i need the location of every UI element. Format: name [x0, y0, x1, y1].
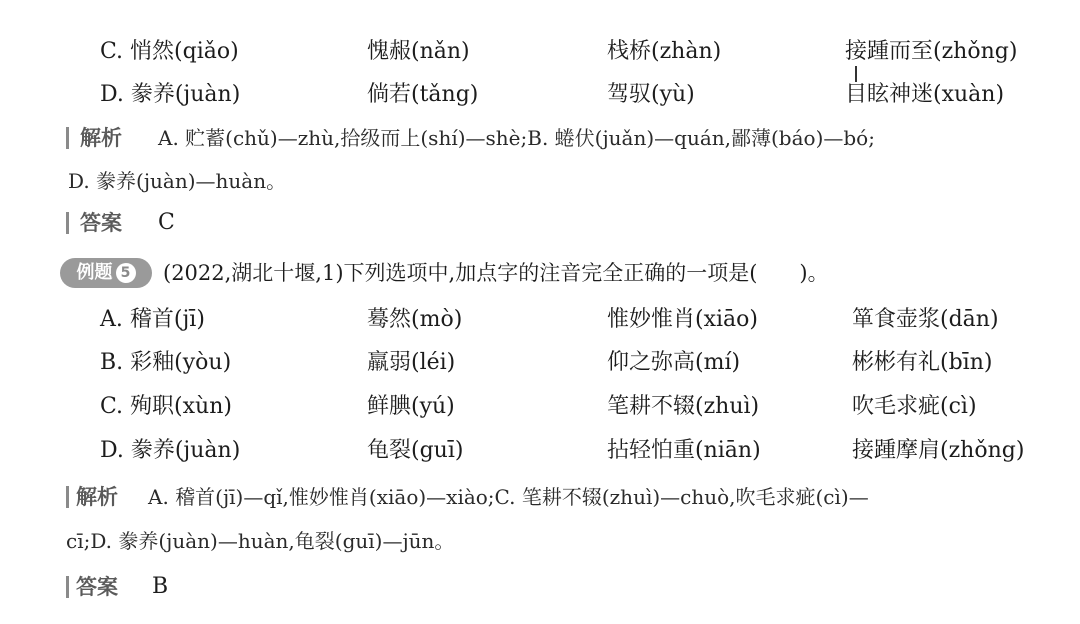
- analysis2-line-2: cī;D. 豢养(juàn)—huàn,龟裂(guī)—jūn。: [66, 529, 455, 553]
- option-row-prev-c: [0, 34, 1080, 70]
- answer-label-2: 答案: [76, 575, 118, 599]
- example-question: (2022,湖北十堰,1)下列选项中,加点字的注音完全正确的一项是( )。: [163, 261, 829, 285]
- example-badge-number: 5: [116, 263, 136, 283]
- option-prev-d-1: D. 豢养(juàn): [100, 82, 241, 107]
- option-prev-c-1: C. 悄然(qiǎo): [100, 39, 239, 64]
- analysis-marker: [66, 127, 69, 149]
- option-row-prev-d: [0, 77, 1080, 113]
- option-prev-c-4: 接踵而至(zhǒng): [845, 39, 1018, 64]
- answer-marker-2: [66, 576, 69, 598]
- answer-label: 答案: [80, 211, 122, 235]
- option-c-2: 鲜腆(yú): [367, 394, 455, 419]
- option-b-2: 羸弱(léi): [367, 350, 456, 375]
- example-badge: [60, 258, 152, 288]
- option-a-2: 蓦然(mò): [367, 307, 463, 332]
- option-d-2: 龟裂(guī): [367, 438, 464, 463]
- analysis-line-1: A. 贮蓄(chǔ)—zhù,拾级而上(shí)—shè;B. 蜷伏(juǎn)—quán,鄙薄(báo)—bó;: [158, 126, 875, 150]
- option-b-1: B. 彩釉(yòu): [100, 350, 232, 375]
- answer-marker: [66, 212, 69, 234]
- option-a-3: 惟妙惟肖(xiāo): [607, 307, 758, 332]
- option-prev-c-2: 愧赧(nǎn): [367, 39, 470, 64]
- option-row-d: [0, 433, 1080, 469]
- option-d-1: D. 豢养(juàn): [100, 438, 241, 463]
- option-d-4: 接踵摩肩(zhǒng): [852, 438, 1025, 463]
- option-row-c: [0, 389, 1080, 425]
- option-prev-c-3: 栈桥(zhàn): [607, 39, 722, 64]
- option-a-1: A. 稽首(jī): [100, 307, 205, 332]
- analysis2-line-1: A. 稽首(jī)—qǐ,惟妙惟肖(xiāo)—xiào;C. 笔耕不辍(zhuì)—chuò,吹毛求疵(cì)—: [148, 485, 869, 509]
- option-prev-d-4: 目眩神迷(xuàn): [845, 82, 1005, 107]
- option-d-3: 拈轻怕重(niān): [607, 438, 761, 463]
- option-prev-d-2: 倘若(tǎng): [367, 82, 479, 107]
- option-prev-d-3: 驾驭(yù): [607, 82, 695, 107]
- option-c-1: C. 殉职(xùn): [100, 394, 232, 419]
- example-badge-text: 例题: [76, 262, 113, 283]
- analysis-label-2: 解析: [76, 485, 118, 509]
- option-c-4: 吹毛求疵(cì): [852, 394, 977, 419]
- analysis-line-2: D. 豢养(juàn)—huàn。: [68, 169, 287, 193]
- option-b-4: 彬彬有礼(bīn): [852, 350, 993, 375]
- option-b-3: 仰之弥高(mí): [607, 350, 741, 375]
- answer-value-2: B: [152, 574, 169, 599]
- option-a-4: 箪食壶浆(dān): [852, 307, 999, 332]
- option-row-b: [0, 345, 1080, 381]
- answer-value: C: [158, 210, 175, 235]
- analysis-marker-2: [66, 486, 69, 508]
- analysis-label: 解析: [80, 126, 122, 150]
- option-c-3: 笔耕不辍(zhuì): [607, 394, 760, 419]
- option-row-a: [0, 302, 1080, 338]
